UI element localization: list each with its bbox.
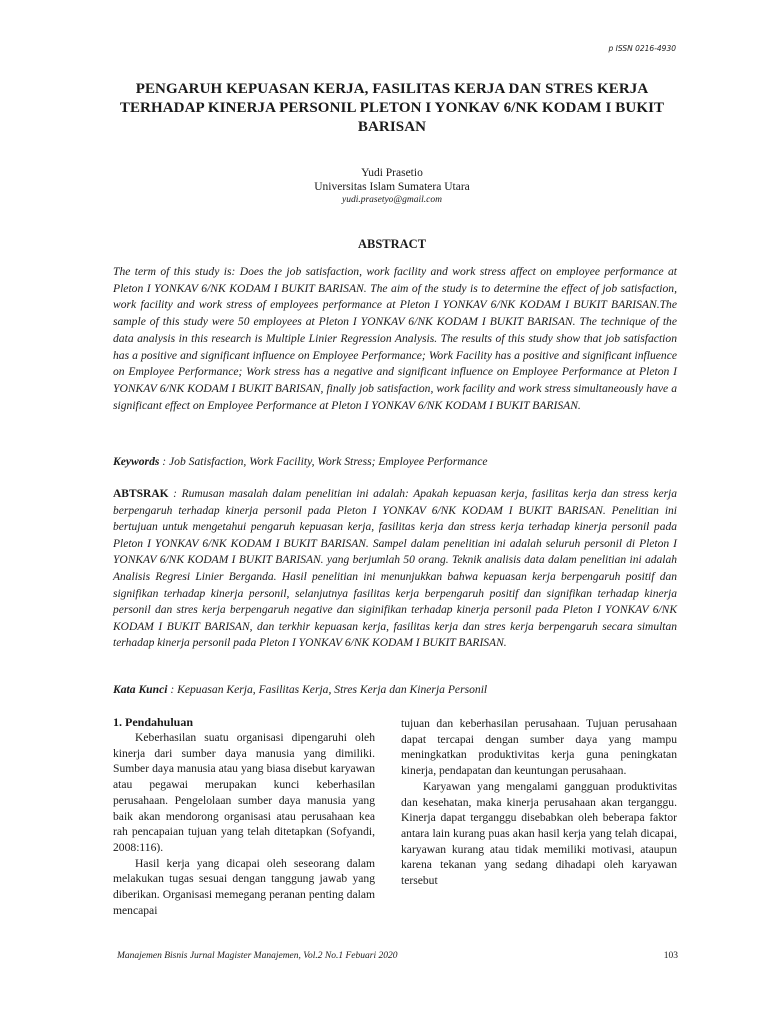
issn-label: p ISSN 0216-4930 bbox=[608, 44, 676, 53]
author-name: Yudi Prasetio bbox=[361, 167, 423, 179]
kata-kunci-line bbox=[113, 682, 677, 698]
abtsrak-text: : Rumusan masalah dalam penelitian ini adalah: Apakah kepuasan kerja, fasilitas kerja dan stress kerja berpengaruh terhadap kinerja personil pada Pleton I YONKAV 6/NK KODAM I BUKIT BARISAN. Penelitian ini bertujuan untuk mengetahui pengaruh kepuasan kerja, fasilitas kerja dan stress kerja terhadap kinerja personil pada Pleton I YONKAV 6/NK KODAM I BUKIT BARISAN. Sampel dalam penelitian ini adalah seluruh personil di Pleton I YONKAV 6/NK KODAM I BUKIT BARISAN. yang berjumlah 50 orang. Teknik analisis data dalam penelitian ini adalah Analisis Regresi Linier Berganda. Hasil penelitian ini menunjukkan bahwa kepuasan kerja berpengaruh positif dan signifikan terhadap kinerja personil, selanjutnya fasilitas kerja berpengaruh positif dan signifikan terhadap kinerja personil dan stres kerja berpengaruh negative dan siginifikan terhadap kinerja personil pada Pleton I YONKAV 6/NK KODAM I BUKIT BARISAN, dan terkhir kepuasan kerja, fasilitas kerja dan stres kerja berpengaruh secara simultan terhadap kinerja personil pada Pleton I YONKAV 6/NK KODAM I BUKIT BARISAN. bbox=[113, 488, 677, 650]
paragraph: Keberhasilan suatu organisasi dipengaruhi oleh kinerja dari sumber daya manusia yang dimiliki. Sumber daya manusia atau yang biasa disebut karyawan atau pegawai merupakan kunci keberhasilan perusahaan. Pengelolaan sumber daya manusia yang baik akan mendorong organisasi atau perusahaan kea rah pencapaian tujuan yang telah ditetapkan (Sofyandi, 2008:116). bbox=[113, 731, 375, 854]
keywords-label: Keywords bbox=[113, 455, 160, 468]
abstract-text: The term of this study is: Does the job satisfaction, work facility and work stress affect on employee performance at Pleton I YONKAV 6/NK KODAM I BUKIT BARISAN. The aim of the study is to determine the effect of job satisfaction, work facility and work stress of employees performance at Pleton I YONKAV 6/NK KODAM I BUKIT BARISAN.The sample of this study were 50 employees at Pleton I YONKAV 6/NK KODAM I BUKIT BARISAN. The technique of the data analysis in this research is Multiple Linier Regression Analysis. The results of this study show that job satisfaction has a positive and significant influence on Employee Performance; Work Facility has a positive and significant influence on Employee Performance; Work stress has a negative and significant influence on Employee Performance at Pleton I YONKAV 6/NK KODAM I BUKIT BARISAN, finally job satisfaction, work facility and work stress simultaneously have a significant effect on Employee Performance at Pleton I YONKAV 6/NK KODAM I BUKIT BARISAN. bbox=[113, 265, 677, 412]
author-email[interactable]: yudi.prasetyo@gmail.com bbox=[341, 195, 443, 205]
paper-title: PENGARUH KEPUASAN KERJA, FASILITAS KERJA DAN STRES KERJA TERHADAP KINERJA PERSONIL PLETON I YONKAV 6/NK KODAM I BUKIT BARISAN bbox=[119, 81, 665, 135]
abtsrak-label: ABTSRAK bbox=[113, 488, 169, 500]
body-column-right bbox=[401, 716, 677, 889]
page-number: 103 bbox=[663, 951, 678, 961]
kata-kunci-label: Kata Kunci bbox=[113, 683, 168, 696]
abtsrak-block bbox=[113, 486, 677, 652]
body-column-left bbox=[113, 714, 375, 918]
author-block bbox=[104, 166, 680, 207]
author-affiliation: Universitas Islam Sumatera Utara bbox=[314, 181, 470, 193]
footer-journal-name: Manajemen Bisnis Jurnal Magister Manajemen, Vol.2 No.1 Febuari 2020 bbox=[117, 951, 398, 961]
paragraph: Hasil kerja yang dicapai oleh seseorang dalam melakukan tugas sesuai dengan tanggung jawab yang diberikan. Organisasi memegang peranan penting dalam mencapai bbox=[113, 856, 375, 917]
section-heading-pendahuluan: 1. Pendahuluan bbox=[113, 715, 194, 729]
paragraph: tujuan dan keberhasilan perusahaan. Tujuan perusahaan dapat tercapai dengan sumber daya yang mampu meningkatkan produktivitas kerja guna peningkatan kinerja, pendapatan dan keuntungan perusahaan. bbox=[401, 717, 677, 778]
abstract-heading: ABSTRACT bbox=[357, 237, 427, 251]
paragraph: Karyawan yang mengalami gangguan produktivitas dan kesehatan, maka kinerja perusahaan akan terganggu. Kinerja dapat terganggu disebabkan oleh beberapa faktor antara lain kurang puas akan hasil kerja yang telah dicapai, karyawan kurang atau tidak memiliki motivasi, ataupun karena tekanan yang sedang dihadapi oleh karyawan tersebut bbox=[401, 779, 677, 888]
kata-kunci-value: : Kepuasan Kerja, Fasilitas Kerja, Stres Kerja dan Kinerja Personil bbox=[167, 683, 488, 696]
keywords-line bbox=[113, 454, 677, 470]
keywords-value: : Job Satisfaction, Work Facility, Work Stress; Employee Performance bbox=[159, 455, 488, 468]
